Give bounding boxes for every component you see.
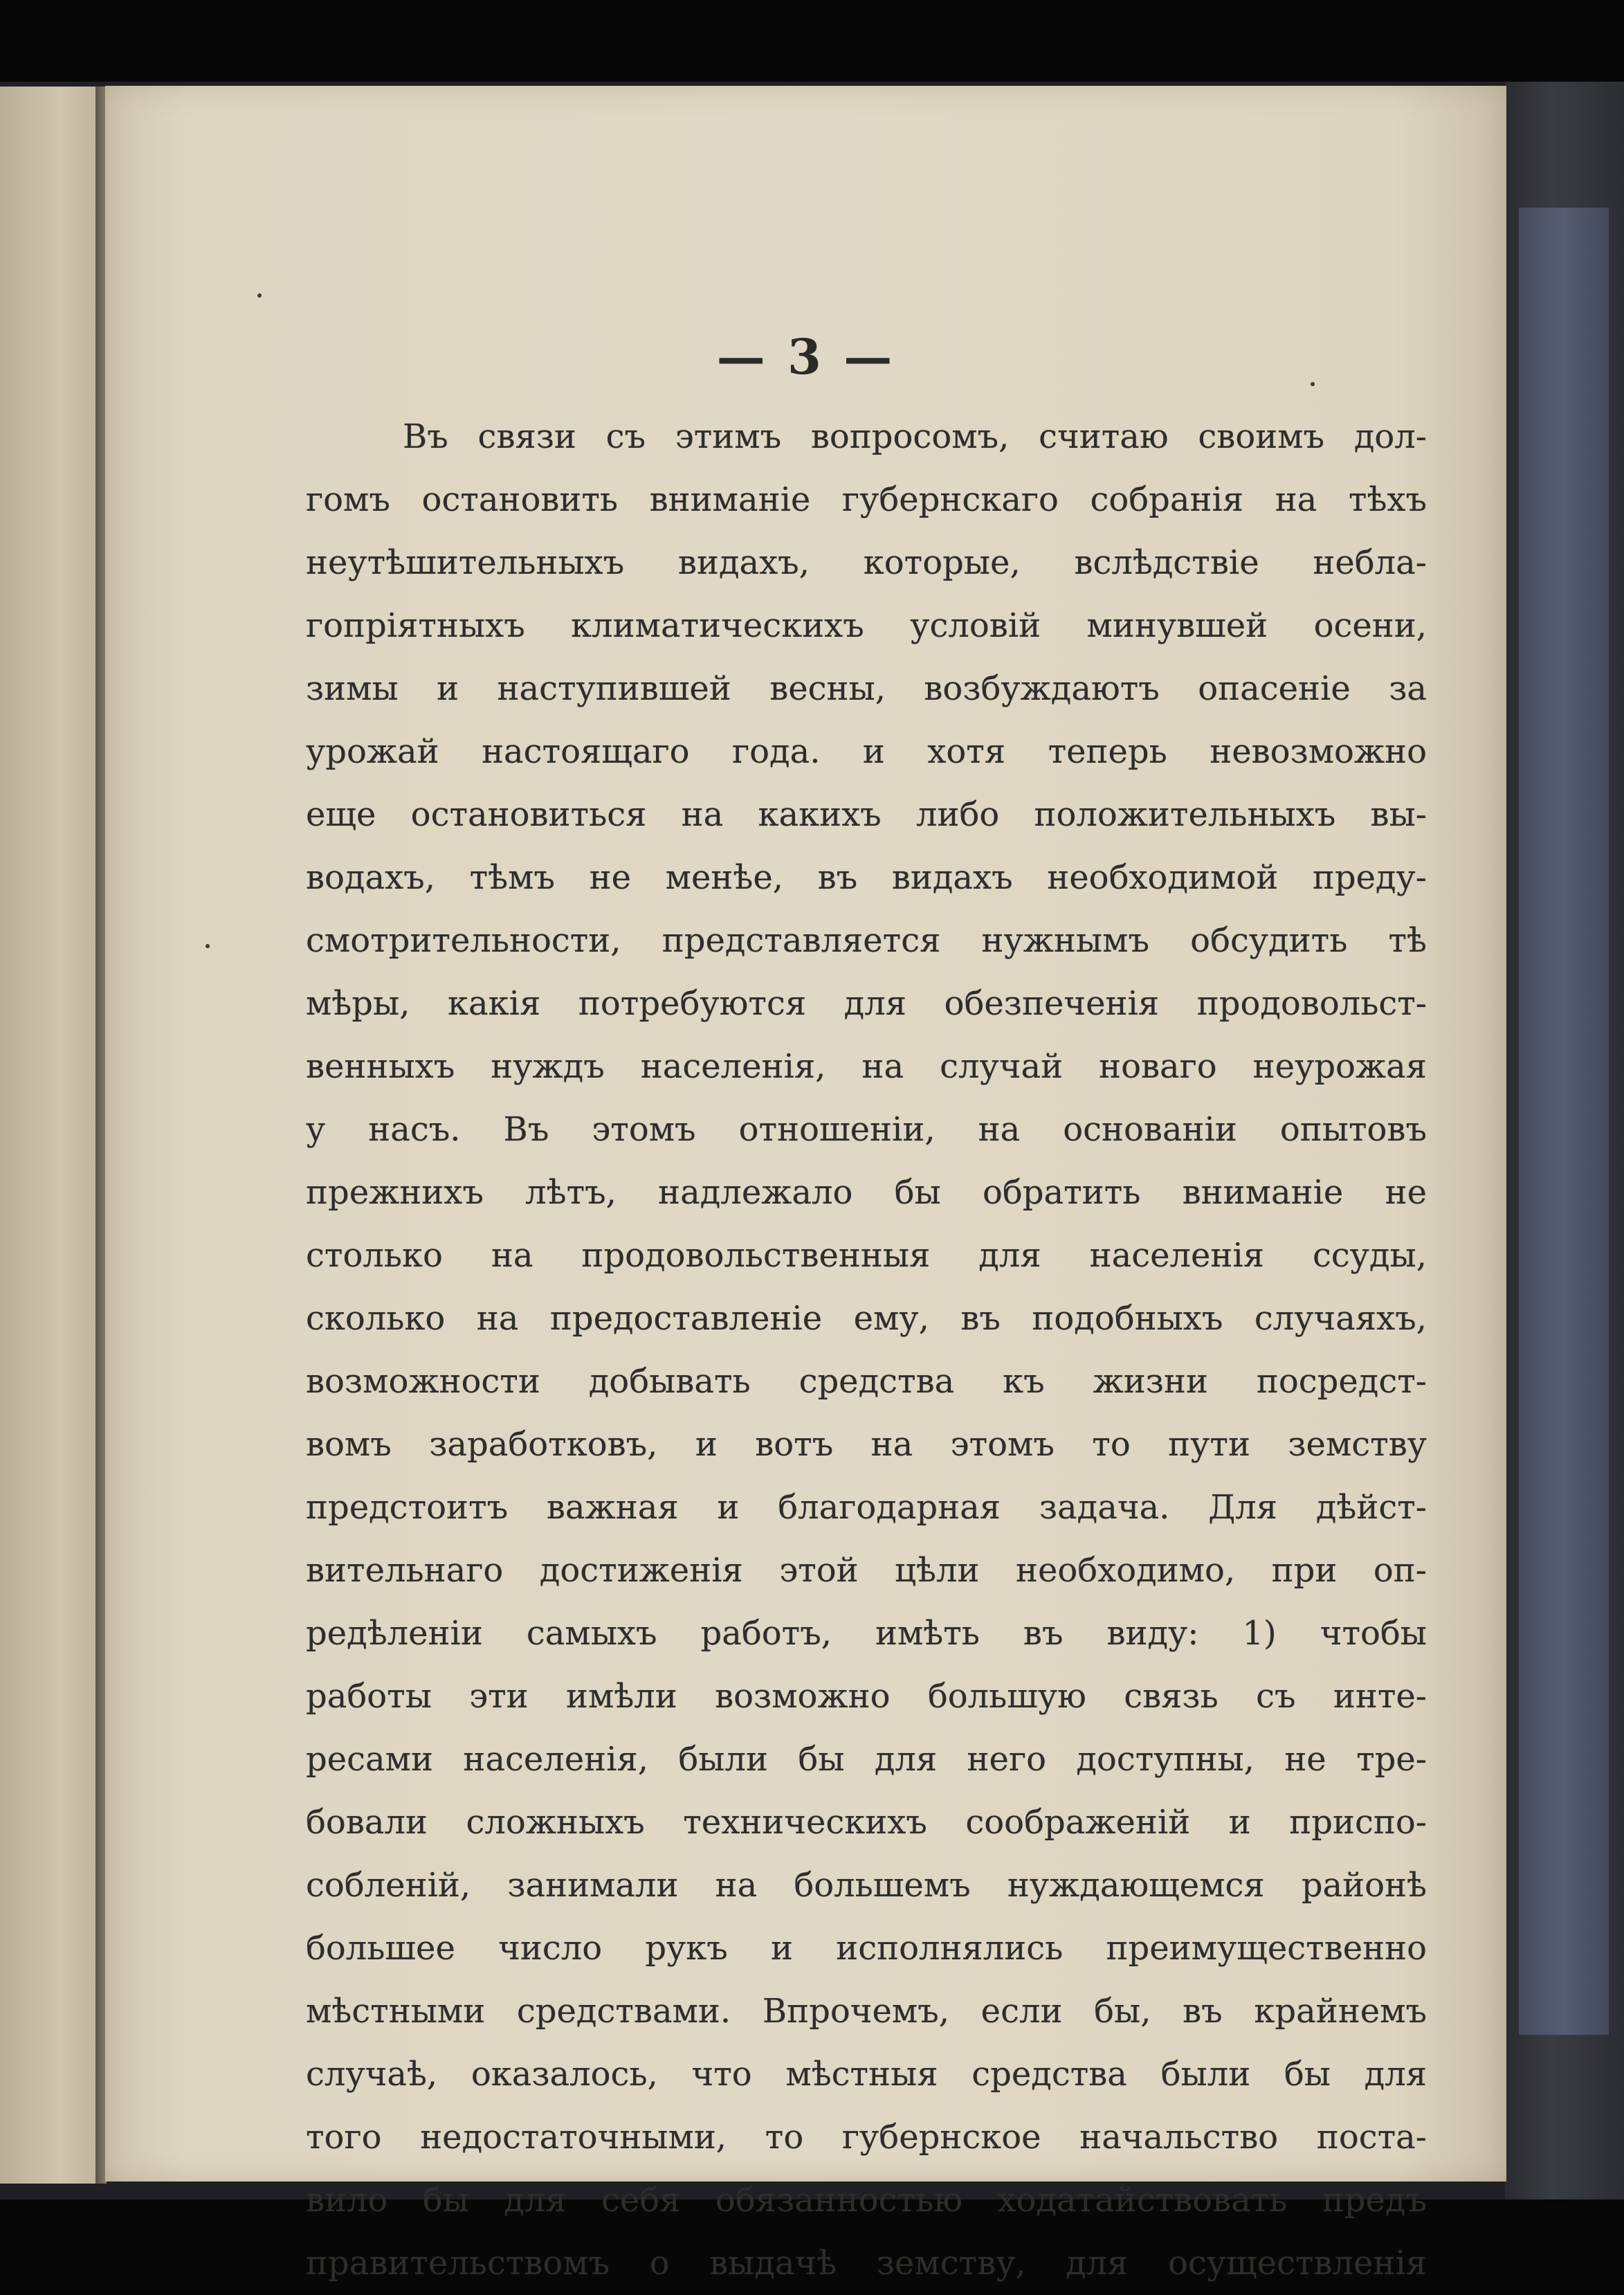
- book-page: [105, 86, 1506, 2283]
- text-line: смотрительности, представляется нужнымъ обсудить тѣ: [306, 921, 1427, 960]
- text-line: вило бы для себя обязанностью ходатайствовать предъ: [306, 2181, 1427, 2220]
- text-line: столько на продовольственныя для населенія ссуды,: [306, 1236, 1427, 1275]
- text-line: мѣры, какія потребуются для обезпеченія продовольст-: [306, 984, 1427, 1023]
- ink-speck: [1311, 382, 1315, 386]
- text-line: правительствомъ о выдачѣ земству, для осуществленія: [306, 2244, 1427, 2283]
- text-line: возможности добывать средства къ жизни посредст-: [306, 1362, 1427, 1401]
- text-line: собленій, занимали на большемъ нуждающемся районѣ: [306, 1866, 1427, 1905]
- text-line: вомъ заработковъ, и вотъ на этомъ то пути земству: [306, 1425, 1427, 1464]
- book-cover-cloth: [1519, 208, 1609, 2035]
- text-line: венныхъ нуждъ населенія, на случай новаго неурожая: [306, 1047, 1427, 1086]
- text-line: случаѣ, оказалось, что мѣстныя средства были бы для: [306, 2055, 1427, 2094]
- page-number: — 3 —: [716, 328, 895, 385]
- text-line: ресами населенія, были бы для него доступны, не тре-: [306, 1740, 1427, 1779]
- ink-speck: [257, 293, 262, 298]
- text-line: мѣстными средствами. Впрочемъ, если бы, въ крайнемъ: [306, 1992, 1427, 2031]
- text-line: работы эти имѣли возможно большую связь съ инте-: [306, 1677, 1427, 1716]
- text-line: того недостаточными, то губернское начальство поста-: [306, 2118, 1427, 2157]
- text-line: у насъ. Въ этомъ отношеніи, на основаніи опытовъ: [306, 1110, 1427, 1149]
- ink-speck: [206, 944, 210, 948]
- text-line: Въ связи съ этимъ вопросомъ, считаю своимъ дол-: [403, 417, 1427, 456]
- previous-page-edge: [0, 87, 102, 2184]
- text-line: урожай настоящаго года. и хотя теперь невозможно: [306, 732, 1427, 771]
- text-line: зимы и наступившей весны, возбуждаютъ опасеніе за: [306, 669, 1427, 708]
- text-line: бовали сложныхъ техническихъ соображеній и приспо-: [306, 1803, 1427, 1842]
- text-line: неутѣшительныхъ видахъ, которые, вслѣдствіе небла-: [306, 543, 1427, 582]
- text-line: водахъ, тѣмъ не менѣе, въ видахъ необходимой преду-: [306, 858, 1427, 897]
- text-line: гомъ остановить вниманіе губернскаго собранія на тѣхъ: [306, 480, 1427, 519]
- text-line: редѣленіи самыхъ работъ, имѣть въ виду: 1) чтобы: [306, 1614, 1427, 1653]
- text-line: большее число рукъ и исполнялись преимущественно: [306, 1929, 1427, 1968]
- text-line: предстоитъ важная и благодарная задача. Для дѣйст-: [306, 1488, 1427, 1527]
- text-line: гопріятныхъ климатическихъ условій минувшей осени,: [306, 606, 1427, 645]
- body-text: [306, 406, 1427, 2295]
- text-line: вительнаго достиженія этой цѣли необходимо, при оп-: [306, 1551, 1427, 1590]
- text-line: прежнихъ лѣтъ, надлежало бы обратить вниманіе не: [306, 1173, 1427, 1212]
- text-line: сколько на предоставленіе ему, въ подобныхъ случаяхъ,: [306, 1299, 1427, 1338]
- text-line: еще остановиться на какихъ либо положительныхъ вы-: [306, 795, 1427, 834]
